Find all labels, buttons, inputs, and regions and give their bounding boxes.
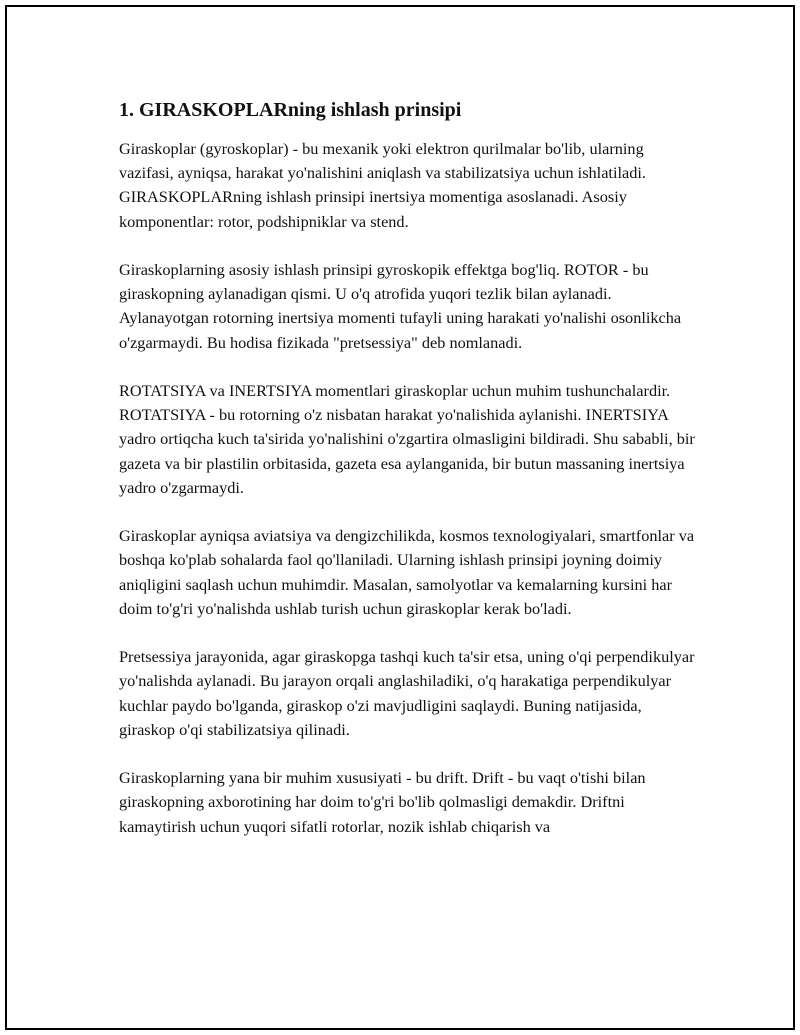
paragraph-6: Giraskoplarning yana bir muhim xususiyati - bu drift. Drift - bu vaqt o'tishi bilan giraskopning axborotining har doim to'g'ri bo'lib qolmasligi demakdir. Driftni kamaytirish uchun yuqori sifatli rotorlar, nozik ishlab chiqarish va (119, 768, 646, 836)
document-page (5, 5, 795, 1030)
paragraph-2: Giraskoplarning asosiy ishlash prinsipi gyroskopik effektga bog'liq. ROTOR - bu giraskopning aylanadigan qismi. U o'q atrofida yuqori tezlik bilan aylanadi. Aylanayotgan rotorning inertsiya momenti tufayli uning harakati yo'nalishi osonlikcha o'zgarmaydi. Bu hodisa fizikada "pretsessiya" deb nomlanadi. (119, 260, 682, 352)
paragraph-5: Pretsessiya jarayonida, agar giraskopga tashqi kuch ta'sir etsa, uning o'qi perpendikulyar yo'nalishda aylanadi. Bu jarayon orqali anglashiladiki, o'q harakatiga perpendikulyar kuchlar paydo bo'lganda, giraskop o'zi mavjudligini saqlaydi. Buning natijasida, giraskop o'qi stabilizatsiya qilinadi. (119, 647, 695, 739)
paragraph-4: Giraskoplar ayniqsa aviatsiya va dengizchilikda, kosmos texnologiyalari, smartfonlar va boshqa ko'plab sohalarda faol qo'llaniladi. Ularning ishlash prinsipi joyning doimiy aniqligini saqlash uchun muhimdir. Masalan, samolyotlar va kemalarning kursini har doim to'g'ri yo'nalishda ushlab turish uchun giraskoplar kerak bo'ladi. (119, 526, 695, 618)
document-content (119, 97, 699, 863)
paragraph-3: ROTATSIYA va INERTSIYA momentlari giraskoplar uchun muhim tushunchalardir. ROTATSIYA - bu rotorning o'z nisbatan harakat yo'nalishida aylanishi. INERTSIYA yadro ortiqcha kuch ta'sirida yo'nalishini o'zgartira olmasligini bildiradi. Shu sababli, bir gazeta va bir plastilin orbitasida, gazeta esa aylanganida, bir butun massaning inertsiya yadro o'zgarmaydi. (119, 381, 695, 497)
section-heading: 1. GIRASKOPLARning ishlash prinsipi (119, 99, 462, 121)
paragraph-1: Giraskoplar (gyroskoplar) - bu mexanik yoki elektron qurilmalar bo'lib, ularning vazifasi, ayniqsa, harakat yo'nalishini aniqlash va stabilizatsiya uchun ishlatiladi. GIRASKOPLARning ishlash prinsipi inertsiya momentiga asoslanadi. Asosiy komponentlar: rotor, podshipniklar va stend. (119, 139, 646, 231)
